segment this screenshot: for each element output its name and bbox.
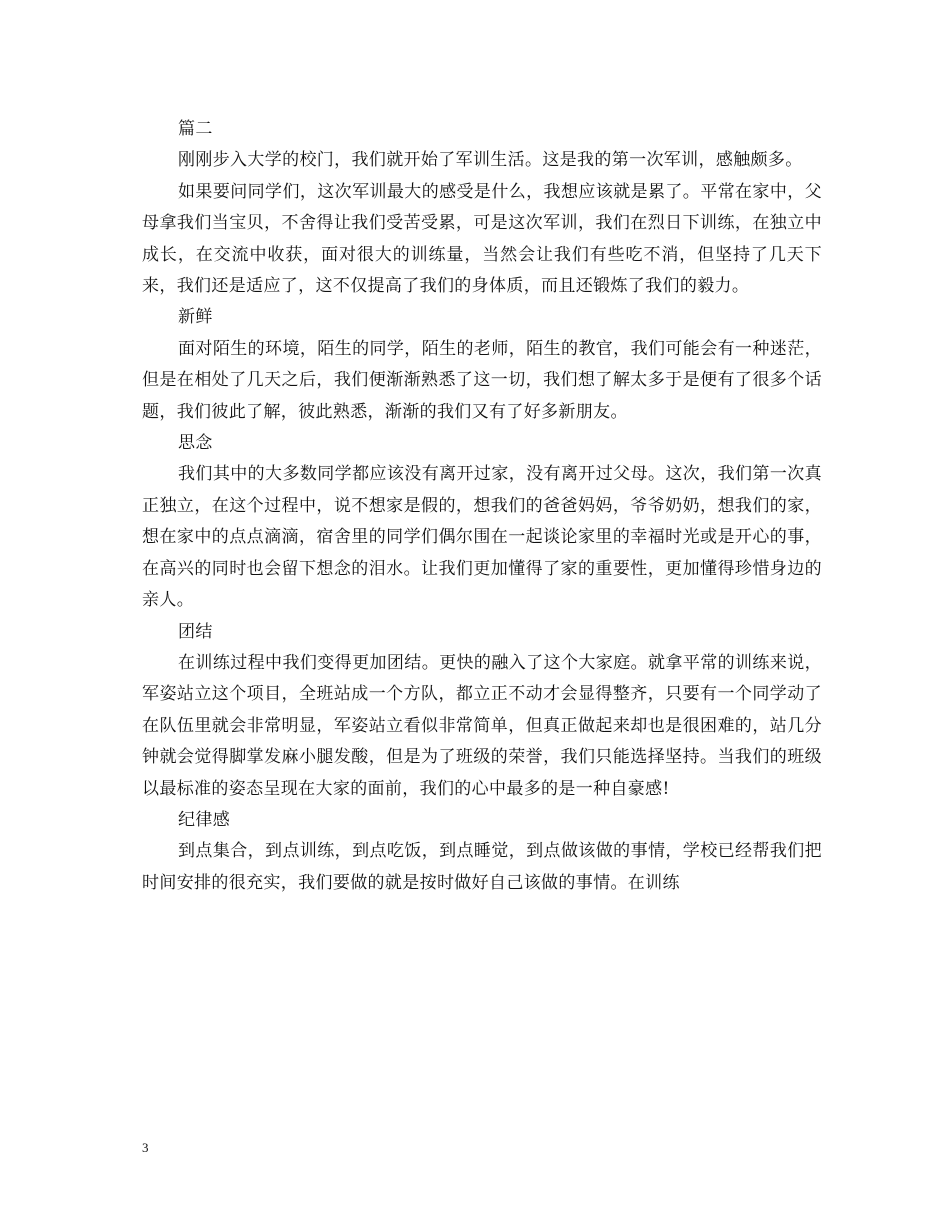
document-body — [142, 114, 822, 899]
section-heading: 新鲜 — [178, 307, 213, 328]
page-number: 3 — [142, 1140, 149, 1155]
section-heading: 纪律感 — [178, 809, 231, 830]
paragraph: 如果要问同学们，这次军训最大的感受是什么，我想应该就是累了。平常在家中，父母拿我们当宝贝，不舍得让我们受苦受累，可是这次军训，我们在烈日下训练，在独立中成长，在交流中收获，面对很大的训练量，当然会让我们有些吃不消，但坚持了几天下来，我们还是适应了，这不仅提高了我们的身体质，而且还锻炼了我们的毅力。 — [142, 181, 822, 297]
section-heading: 篇二 — [178, 119, 213, 139]
paragraph: 刚刚步入大学的校门，我们就开始了军训生活。这是我的第一次军训，感触颇多。 — [178, 150, 803, 171]
paragraph: 面对陌生的环境，陌生的同学，陌生的老师，陌生的教官，我们可能会有一种迷茫，但是在相处了几天之后，我们便渐渐熟悉了这一切，我们想了解太多于是便有了很多个话题，我们彼此了解，彼此熟悉，渐渐的我们又有了好多新朋友。 — [142, 338, 822, 422]
section-heading: 团结 — [178, 621, 213, 642]
paragraph: 我们其中的大多数同学都应该没有离开过家，没有离开过父母。这次，我们第一次真正独立，在这个过程中，说不想家是假的，想我们的爸爸妈妈，爷爷奶奶，想我们的家，想在家中的点点滴滴，宿舍里的同学们偶尔围在一起谈论家里的幸福时光或是开心的事，在高兴的同时也会留下想念的泪水。让我们更加懂得了家的重要性，更加懂得珍惜身边的亲人。 — [142, 464, 822, 611]
paragraph: 在训练过程中我们变得更加团结。更快的融入了这个大家庭。就拿平常的训练来说，军姿站立这个项目，全班站成一个方队，都立正不动才会显得整齐，只要有一个同学动了在队伍里就会非常明显，军姿站立看似非常简单，但真正做起来却也是很困难的，站几分钟就会觉得脚掌发麻小腿发酸，但是为了班级的荣誉，我们只能选择坚持。当我们的班级以最标准的姿态呈现在大家的面前，我们的心中最多的是一种自豪感! — [142, 652, 822, 799]
paragraph: 到点集合，到点训练，到点吃饭，到点睡觉，到点做该做的事情，学校已经帮我们把时间安排的很充实，我们要做的就是按时做好自己该做的事情。在训练 — [142, 841, 822, 893]
section-heading: 思念 — [178, 433, 213, 454]
